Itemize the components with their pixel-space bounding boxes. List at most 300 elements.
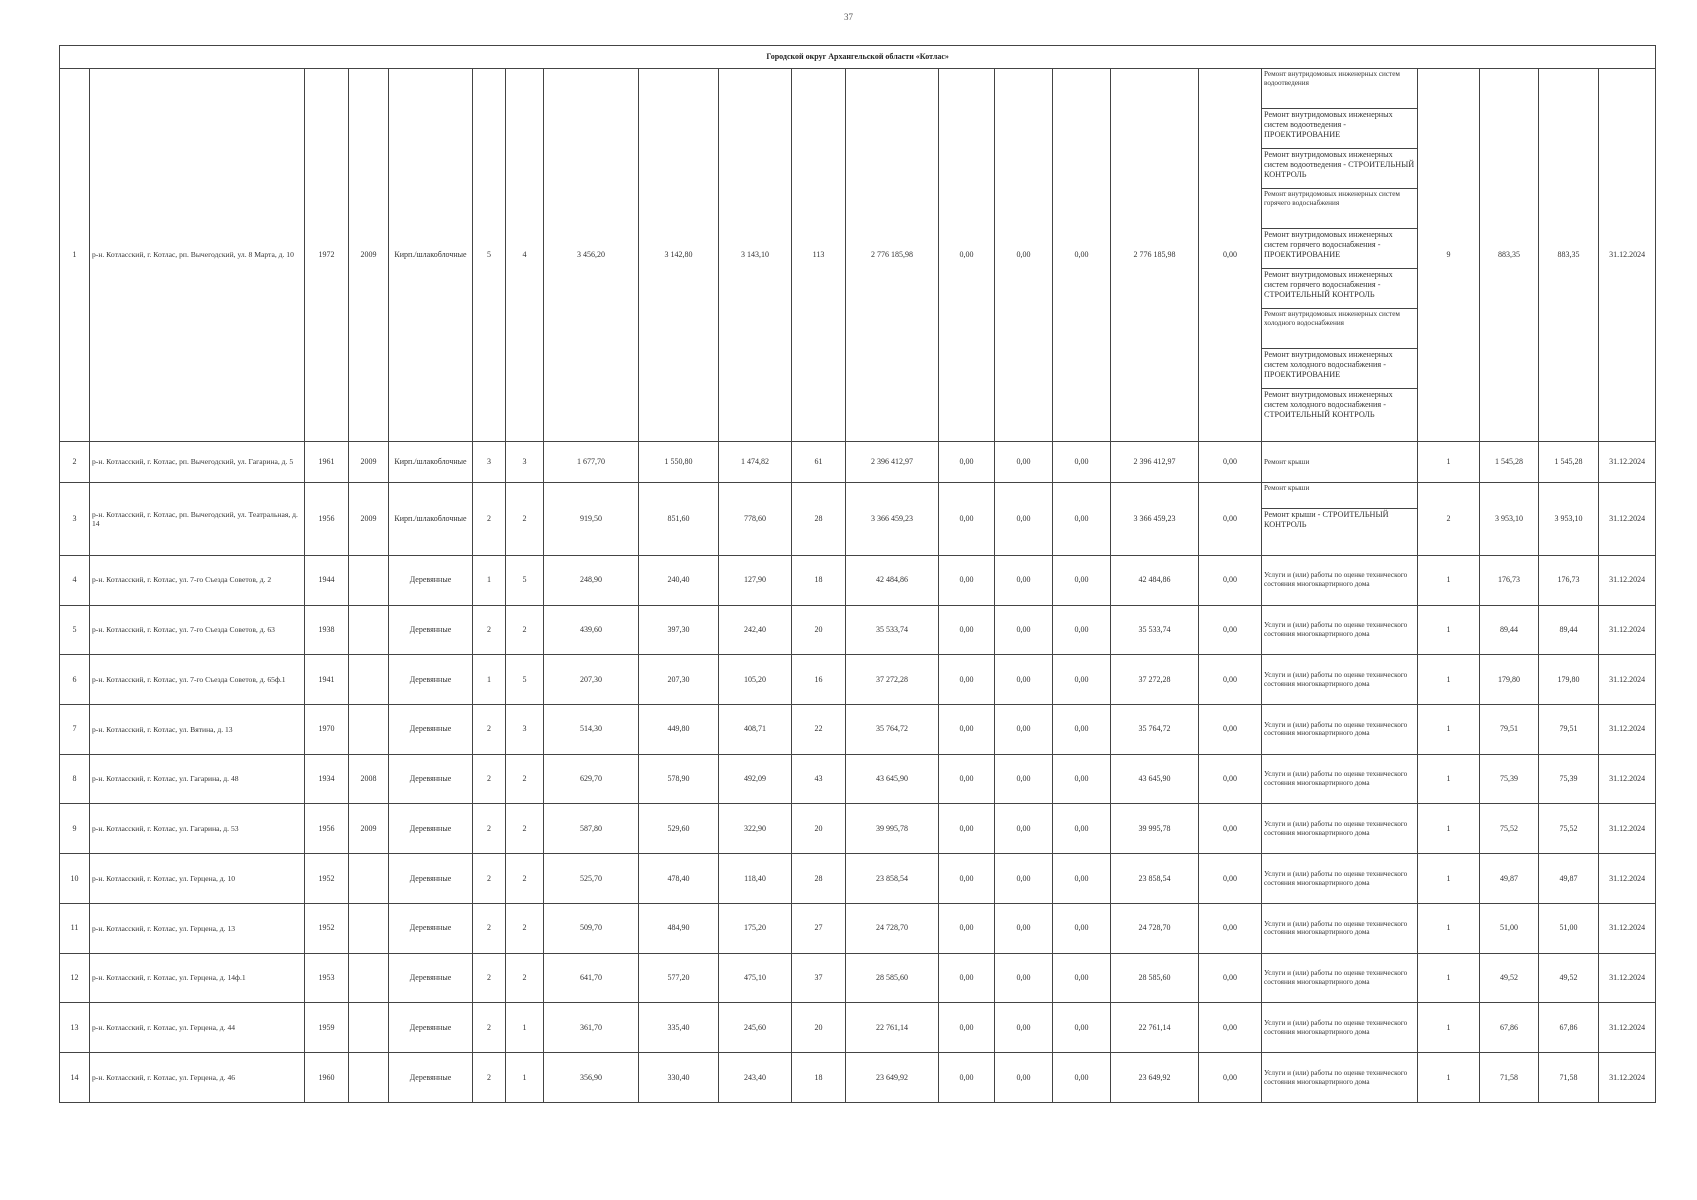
table-row	[60, 953, 1656, 1003]
work-item: Ремонт крыши	[1264, 484, 1310, 493]
cell-year-repair: 2009	[349, 441, 389, 482]
cell-deadline: 31.12.2024	[1599, 903, 1656, 953]
cell-address: р-н. Котласский, г. Котлас, рп. Вычегодский, ул. Театральная, д. 14	[90, 483, 305, 556]
cell-fund-regional: 0,00	[995, 903, 1053, 953]
cell-deadline: 31.12.2024	[1599, 953, 1656, 1003]
cell-area-living: 127,90	[719, 555, 792, 605]
cell-floors: 2	[473, 705, 506, 755]
cell-fund-regional: 0,00	[995, 953, 1053, 1003]
cell-cost-total: 24 728,70	[846, 903, 939, 953]
cell-fund-owners: 22 761,14	[1111, 1003, 1199, 1053]
cell-year-repair	[349, 605, 389, 655]
cell-year-built: 1956	[305, 804, 349, 854]
cell-works-count: 1	[1418, 754, 1480, 804]
cell-works	[1262, 68, 1418, 441]
cell-fund-fss: 0,00	[939, 605, 995, 655]
cell-residents: 113	[792, 68, 846, 441]
cell-entrances: 3	[506, 441, 544, 482]
cell-year-repair: 2009	[349, 804, 389, 854]
work-item: Услуги и (или) работы по оценке технического состояния многоквартирного дома	[1264, 1019, 1408, 1036]
cell-floors: 2	[473, 903, 506, 953]
cell-year-built: 1944	[305, 555, 349, 605]
cell-n: 1	[60, 68, 90, 441]
cell-deadline: 31.12.2024	[1599, 555, 1656, 605]
cell-residents: 22	[792, 705, 846, 755]
cell-year-repair: 2009	[349, 483, 389, 556]
cell-address: р-н. Котласский, г. Котлас, рп. Вычегодский, ул. 8 Марта, д. 10	[90, 68, 305, 441]
cell-year-repair: 2009	[349, 68, 389, 441]
cell-works	[1262, 804, 1418, 854]
cell-residents: 61	[792, 441, 846, 482]
cell-residents: 28	[792, 854, 846, 904]
cell-fund-owners: 39 995,78	[1111, 804, 1199, 854]
work-item: Ремонт внутридомовых инженерных систем холодного водоснабжения - СТРОИТЕЛЬНЫЙ КОНТРОЛЬ	[1262, 388, 1417, 428]
cell-material: Деревянные	[389, 754, 473, 804]
cell-fund-owners: 28 585,60	[1111, 953, 1199, 1003]
cell-cost-total: 23 858,54	[846, 854, 939, 904]
cell-works-count: 1	[1418, 555, 1480, 605]
cell-n: 14	[60, 1053, 90, 1103]
cell-fund-other: 0,00	[1199, 655, 1262, 705]
cell-fund-other: 0,00	[1199, 605, 1262, 655]
work-item: Услуги и (или) работы по оценке технического состояния многоквартирного дома	[1264, 571, 1408, 589]
cell-works	[1262, 953, 1418, 1003]
cell-area-premises: 851,60	[639, 483, 719, 556]
cell-fund-fss: 0,00	[939, 705, 995, 755]
cell-area-living: 118,40	[719, 854, 792, 904]
cell-entrances: 5	[506, 655, 544, 705]
table-row	[60, 555, 1656, 605]
cell-unit-cost: 49,52	[1480, 953, 1539, 1003]
cell-fund-regional: 0,00	[995, 655, 1053, 705]
cell-entrances: 2	[506, 754, 544, 804]
cell-fund-other: 0,00	[1199, 754, 1262, 804]
cell-n: 7	[60, 705, 90, 755]
cell-max-cost: 75,52	[1539, 804, 1599, 854]
table-row	[60, 754, 1656, 804]
cell-cost-total: 23 649,92	[846, 1053, 939, 1103]
cell-floors: 2	[473, 953, 506, 1003]
cell-floors: 5	[473, 68, 506, 441]
cell-fund-other: 0,00	[1199, 1053, 1262, 1103]
cell-residents: 28	[792, 483, 846, 556]
cell-n: 10	[60, 854, 90, 904]
cell-fund-owners: 35 764,72	[1111, 705, 1199, 755]
cell-works-count: 1	[1418, 854, 1480, 904]
cell-fund-local: 0,00	[1053, 68, 1111, 441]
cell-max-cost: 75,39	[1539, 754, 1599, 804]
cell-fund-owners: 2 776 185,98	[1111, 68, 1199, 441]
cell-year-repair: 2008	[349, 754, 389, 804]
cell-fund-fss: 0,00	[939, 1003, 995, 1053]
table-row	[60, 605, 1656, 655]
cell-unit-cost: 1 545,28	[1480, 441, 1539, 482]
cell-deadline: 31.12.2024	[1599, 1003, 1656, 1053]
cell-unit-cost: 3 953,10	[1480, 483, 1539, 556]
table-row	[60, 705, 1656, 755]
cell-works	[1262, 441, 1418, 482]
work-item: Услуги и (или) работы по оценке технического состояния многоквартирного дома	[1264, 670, 1408, 688]
capital-repair-table	[59, 45, 1656, 1103]
cell-unit-cost: 179,80	[1480, 655, 1539, 705]
cell-year-repair	[349, 903, 389, 953]
cell-floors: 2	[473, 754, 506, 804]
cell-fund-regional: 0,00	[995, 804, 1053, 854]
table-row	[60, 804, 1656, 854]
cell-year-repair	[349, 1003, 389, 1053]
cell-material: Кирп./шлакоблочные	[389, 441, 473, 482]
table-row	[60, 1053, 1656, 1103]
cell-residents: 16	[792, 655, 846, 705]
cell-material: Деревянные	[389, 605, 473, 655]
cell-area-living: 3 143,10	[719, 68, 792, 441]
cell-address: р-н. Котласский, г. Котлас, ул. Герцена, д. 46	[90, 1053, 305, 1103]
cell-residents: 20	[792, 605, 846, 655]
cell-unit-cost: 51,00	[1480, 903, 1539, 953]
cell-works-count: 1	[1418, 605, 1480, 655]
work-item: Услуги и (или) работы по оценке технического состояния многоквартирного дома	[1264, 720, 1408, 738]
cell-fund-fss: 0,00	[939, 655, 995, 705]
cell-fund-regional: 0,00	[995, 68, 1053, 441]
cell-fund-local: 0,00	[1053, 953, 1111, 1003]
cell-area-total: 514,30	[544, 705, 639, 755]
cell-year-built: 1959	[305, 1003, 349, 1053]
cell-area-premises: 335,40	[639, 1003, 719, 1053]
cell-fund-local: 0,00	[1053, 605, 1111, 655]
cell-fund-owners: 24 728,70	[1111, 903, 1199, 953]
cell-year-built: 1953	[305, 953, 349, 1003]
cell-area-total: 509,70	[544, 903, 639, 953]
cell-unit-cost: 75,39	[1480, 754, 1539, 804]
cell-area-total: 356,90	[544, 1053, 639, 1103]
cell-max-cost: 79,51	[1539, 705, 1599, 755]
cell-max-cost: 71,58	[1539, 1053, 1599, 1103]
cell-deadline: 31.12.2024	[1599, 754, 1656, 804]
cell-fund-other: 0,00	[1199, 705, 1262, 755]
cell-fund-owners: 42 484,86	[1111, 555, 1199, 605]
cell-area-premises: 449,80	[639, 705, 719, 755]
cell-entrances: 5	[506, 555, 544, 605]
cell-works-count: 9	[1418, 68, 1480, 441]
table-row	[60, 68, 1656, 441]
cell-area-premises: 3 142,80	[639, 68, 719, 441]
cell-year-built: 1956	[305, 483, 349, 556]
cell-deadline: 31.12.2024	[1599, 655, 1656, 705]
cell-entrances: 1	[506, 1053, 544, 1103]
cell-fund-regional: 0,00	[995, 705, 1053, 755]
cell-area-living: 408,71	[719, 705, 792, 755]
work-item: Услуги и (или) работы по оценке технического состояния многоквартирного дома	[1264, 770, 1408, 788]
cell-area-premises: 478,40	[639, 854, 719, 904]
cell-year-built: 1952	[305, 903, 349, 953]
cell-fund-other: 0,00	[1199, 804, 1262, 854]
cell-area-premises: 484,90	[639, 903, 719, 953]
cell-works-count: 1	[1418, 804, 1480, 854]
cell-area-premises: 397,30	[639, 605, 719, 655]
work-item: Ремонт внутридомовых инженерных систем горячего водоснабжения - СТРОИТЕЛЬНЫЙ КОНТРОЛЬ	[1262, 268, 1417, 308]
cell-area-total: 1 677,70	[544, 441, 639, 482]
cell-entrances: 3	[506, 705, 544, 755]
cell-fund-fss: 0,00	[939, 854, 995, 904]
cell-area-total: 525,70	[544, 854, 639, 904]
cell-works-count: 1	[1418, 441, 1480, 482]
cell-address: р-н. Котласский, г. Котлас, ул. 7-го Съезда Советов, д. 2	[90, 555, 305, 605]
cell-address: р-н. Котласский, г. Котлас, ул. Герцена, д. 14ф.1	[90, 953, 305, 1003]
cell-deadline: 31.12.2024	[1599, 1053, 1656, 1103]
cell-works-count: 1	[1418, 1053, 1480, 1103]
cell-area-living: 1 474,82	[719, 441, 792, 482]
cell-works	[1262, 903, 1418, 953]
cell-area-total: 641,70	[544, 953, 639, 1003]
cell-address: р-н. Котласский, г. Котлас, рп. Вычегодский, ул. Гагарина, д. 5	[90, 441, 305, 482]
cell-entrances: 2	[506, 483, 544, 556]
work-item: Ремонт внутридомовых инженерных систем холодного водоснабжения	[1262, 308, 1417, 348]
cell-works	[1262, 483, 1418, 556]
cell-fund-fss: 0,00	[939, 555, 995, 605]
cell-material: Деревянные	[389, 655, 473, 705]
cell-n: 8	[60, 754, 90, 804]
cell-n: 3	[60, 483, 90, 556]
cell-year-built: 1934	[305, 754, 349, 804]
cell-unit-cost: 89,44	[1480, 605, 1539, 655]
cell-works-count: 1	[1418, 1003, 1480, 1053]
cell-area-living: 175,20	[719, 903, 792, 953]
cell-residents: 18	[792, 1053, 846, 1103]
cell-works	[1262, 655, 1418, 705]
work-item: Ремонт внутридомовых инженерных систем горячего водоснабжения - ПРОЕКТИРОВАНИЕ	[1262, 228, 1417, 268]
cell-area-total: 207,30	[544, 655, 639, 705]
cell-unit-cost: 883,35	[1480, 68, 1539, 441]
cell-address: р-н. Котласский, г. Котлас, ул. Вятина, д. 13	[90, 705, 305, 755]
cell-works	[1262, 605, 1418, 655]
cell-works-count: 1	[1418, 705, 1480, 755]
work-item: Услуги и (или) работы по оценке технического состояния многоквартирного дома	[1264, 820, 1408, 837]
cell-area-total: 248,90	[544, 555, 639, 605]
cell-area-total: 919,50	[544, 483, 639, 556]
cell-n: 12	[60, 953, 90, 1003]
cell-fund-fss: 0,00	[939, 441, 995, 482]
cell-fund-regional: 0,00	[995, 754, 1053, 804]
cell-address: р-н. Котласский, г. Котлас, ул. 7-го Съезда Советов, д. 63	[90, 605, 305, 655]
cell-n: 13	[60, 1003, 90, 1053]
cell-fund-fss: 0,00	[939, 953, 995, 1003]
cell-area-living: 778,60	[719, 483, 792, 556]
cell-year-built: 1952	[305, 854, 349, 904]
cell-year-built: 1972	[305, 68, 349, 441]
cell-fund-local: 0,00	[1053, 483, 1111, 556]
work-item: Услуги и (или) работы по оценке технического состояния многоквартирного дома	[1264, 919, 1408, 937]
cell-unit-cost: 79,51	[1480, 705, 1539, 755]
cell-area-premises: 207,30	[639, 655, 719, 705]
cell-year-built: 1960	[305, 1053, 349, 1103]
cell-works-count: 1	[1418, 655, 1480, 705]
cell-works-count: 1	[1418, 903, 1480, 953]
cell-entrances: 2	[506, 804, 544, 854]
cell-address: р-н. Котласский, г. Котлас, ул. Герцена, д. 13	[90, 903, 305, 953]
cell-cost-total: 22 761,14	[846, 1003, 939, 1053]
cell-floors: 2	[473, 605, 506, 655]
cell-fund-local: 0,00	[1053, 903, 1111, 953]
cell-fund-regional: 0,00	[995, 555, 1053, 605]
cell-residents: 20	[792, 804, 846, 854]
cell-fund-other: 0,00	[1199, 953, 1262, 1003]
cell-max-cost: 3 953,10	[1539, 483, 1599, 556]
cell-cost-total: 37 272,28	[846, 655, 939, 705]
cell-area-premises: 240,40	[639, 555, 719, 605]
cell-area-living: 243,40	[719, 1053, 792, 1103]
cell-floors: 1	[473, 655, 506, 705]
cell-floors: 2	[473, 1003, 506, 1053]
cell-fund-owners: 2 396 412,97	[1111, 441, 1199, 482]
cell-max-cost: 67,86	[1539, 1003, 1599, 1053]
cell-area-premises: 529,60	[639, 804, 719, 854]
cell-address: р-н. Котласский, г. Котлас, ул. 7-го Съезда Советов, д. 65ф.1	[90, 655, 305, 705]
cell-material: Деревянные	[389, 854, 473, 904]
cell-cost-total: 42 484,86	[846, 555, 939, 605]
cell-n: 4	[60, 555, 90, 605]
cell-address: р-н. Котласский, г. Котлас, ул. Гагарина, д. 53	[90, 804, 305, 854]
cell-material: Деревянные	[389, 705, 473, 755]
region-title: Городской округ Архангельской области «Котлас»	[60, 46, 1656, 69]
cell-area-premises: 578,90	[639, 754, 719, 804]
cell-fund-other: 0,00	[1199, 854, 1262, 904]
cell-fund-owners: 23 858,54	[1111, 854, 1199, 904]
cell-floors: 1	[473, 555, 506, 605]
work-item: Ремонт внутридомовых инженерных систем холодного водоснабжения - ПРОЕКТИРОВАНИЕ	[1262, 348, 1417, 388]
cell-fund-local: 0,00	[1053, 705, 1111, 755]
cell-n: 9	[60, 804, 90, 854]
cell-cost-total: 28 585,60	[846, 953, 939, 1003]
cell-fund-other: 0,00	[1199, 555, 1262, 605]
work-item: Услуги и (или) работы по оценке технического состояния многоквартирного дома	[1264, 869, 1408, 887]
cell-fund-regional: 0,00	[995, 483, 1053, 556]
work-item: Ремонт внутридомовых инженерных систем водоотведения - СТРОИТЕЛЬНЫЙ КОНТРОЛЬ	[1262, 148, 1417, 188]
cell-area-living: 492,09	[719, 754, 792, 804]
cell-fund-owners: 23 649,92	[1111, 1053, 1199, 1103]
cell-unit-cost: 176,73	[1480, 555, 1539, 605]
cell-cost-total: 39 995,78	[846, 804, 939, 854]
cell-material: Деревянные	[389, 903, 473, 953]
work-item: Услуги и (или) работы по оценке технического состояния многоквартирного дома	[1264, 969, 1408, 987]
work-item: Услуги и (или) работы по оценке технического состояния многоквартирного дома	[1264, 1068, 1408, 1086]
cell-fund-local: 0,00	[1053, 854, 1111, 904]
cell-residents: 37	[792, 953, 846, 1003]
cell-material: Деревянные	[389, 1003, 473, 1053]
cell-unit-cost: 75,52	[1480, 804, 1539, 854]
cell-residents: 20	[792, 1003, 846, 1053]
cell-cost-total: 2 396 412,97	[846, 441, 939, 482]
cell-cost-total: 35 764,72	[846, 705, 939, 755]
cell-max-cost: 89,44	[1539, 605, 1599, 655]
table-row	[60, 903, 1656, 953]
cell-fund-regional: 0,00	[995, 1053, 1053, 1103]
cell-material: Деревянные	[389, 555, 473, 605]
cell-address: р-н. Котласский, г. Котлас, ул. Герцена, д. 44	[90, 1003, 305, 1053]
cell-n: 5	[60, 605, 90, 655]
cell-year-repair	[349, 854, 389, 904]
cell-works	[1262, 754, 1418, 804]
cell-fund-local: 0,00	[1053, 804, 1111, 854]
work-item: Ремонт внутридомовых инженерных систем водоотведения - ПРОЕКТИРОВАНИЕ	[1262, 108, 1417, 148]
cell-year-repair	[349, 1053, 389, 1103]
work-item: Услуги и (или) работы по оценке технического состояния многоквартирного дома	[1264, 621, 1408, 638]
cell-fund-other: 0,00	[1199, 1003, 1262, 1053]
cell-fund-local: 0,00	[1053, 754, 1111, 804]
cell-fund-fss: 0,00	[939, 903, 995, 953]
cell-area-living: 322,90	[719, 804, 792, 854]
cell-area-living: 475,10	[719, 953, 792, 1003]
cell-unit-cost: 71,58	[1480, 1053, 1539, 1103]
cell-year-repair	[349, 953, 389, 1003]
cell-fund-local: 0,00	[1053, 1003, 1111, 1053]
cell-cost-total: 35 533,74	[846, 605, 939, 655]
cell-material: Кирп./шлакоблочные	[389, 68, 473, 441]
cell-entrances: 2	[506, 854, 544, 904]
cell-year-built: 1970	[305, 705, 349, 755]
cell-floors: 2	[473, 483, 506, 556]
cell-residents: 27	[792, 903, 846, 953]
cell-fund-fss: 0,00	[939, 68, 995, 441]
table-row	[60, 655, 1656, 705]
cell-fund-owners: 35 533,74	[1111, 605, 1199, 655]
cell-year-repair	[349, 555, 389, 605]
page-number: 37	[844, 12, 853, 22]
cell-max-cost: 49,52	[1539, 953, 1599, 1003]
cell-fund-fss: 0,00	[939, 1053, 995, 1103]
cell-fund-local: 0,00	[1053, 655, 1111, 705]
cell-area-total: 439,60	[544, 605, 639, 655]
cell-area-premises: 577,20	[639, 953, 719, 1003]
cell-fund-regional: 0,00	[995, 605, 1053, 655]
work-item: Ремонт внутридомовых инженерных систем водоотведения	[1264, 69, 1400, 87]
cell-fund-fss: 0,00	[939, 483, 995, 556]
cell-entrances: 1	[506, 1003, 544, 1053]
cell-residents: 18	[792, 555, 846, 605]
cell-fund-owners: 43 645,90	[1111, 754, 1199, 804]
cell-fund-local: 0,00	[1053, 1053, 1111, 1103]
table-row	[60, 483, 1656, 556]
cell-fund-other: 0,00	[1199, 483, 1262, 556]
cell-fund-fss: 0,00	[939, 754, 995, 804]
cell-works	[1262, 1053, 1418, 1103]
cell-year-built: 1961	[305, 441, 349, 482]
cell-fund-other: 0,00	[1199, 68, 1262, 441]
cell-year-built: 1941	[305, 655, 349, 705]
cell-max-cost: 1 545,28	[1539, 441, 1599, 482]
cell-works	[1262, 705, 1418, 755]
cell-entrances: 2	[506, 605, 544, 655]
table-row	[60, 854, 1656, 904]
cell-works-count: 1	[1418, 953, 1480, 1003]
cell-entrances: 4	[506, 68, 544, 441]
cell-entrances: 2	[506, 903, 544, 953]
cell-cost-total: 43 645,90	[846, 754, 939, 804]
cell-fund-local: 0,00	[1053, 555, 1111, 605]
cell-max-cost: 179,80	[1539, 655, 1599, 705]
cell-area-premises: 330,40	[639, 1053, 719, 1103]
cell-area-premises: 1 550,80	[639, 441, 719, 482]
region-header-row	[60, 46, 1656, 69]
cell-unit-cost: 67,86	[1480, 1003, 1539, 1053]
cell-cost-total: 2 776 185,98	[846, 68, 939, 441]
cell-area-living: 242,40	[719, 605, 792, 655]
cell-address: р-н. Котласский, г. Котлас, ул. Герцена, д. 10	[90, 854, 305, 904]
cell-area-living: 245,60	[719, 1003, 792, 1053]
cell-material: Деревянные	[389, 953, 473, 1003]
cell-material: Деревянные	[389, 804, 473, 854]
cell-year-built: 1938	[305, 605, 349, 655]
cell-n: 2	[60, 441, 90, 482]
